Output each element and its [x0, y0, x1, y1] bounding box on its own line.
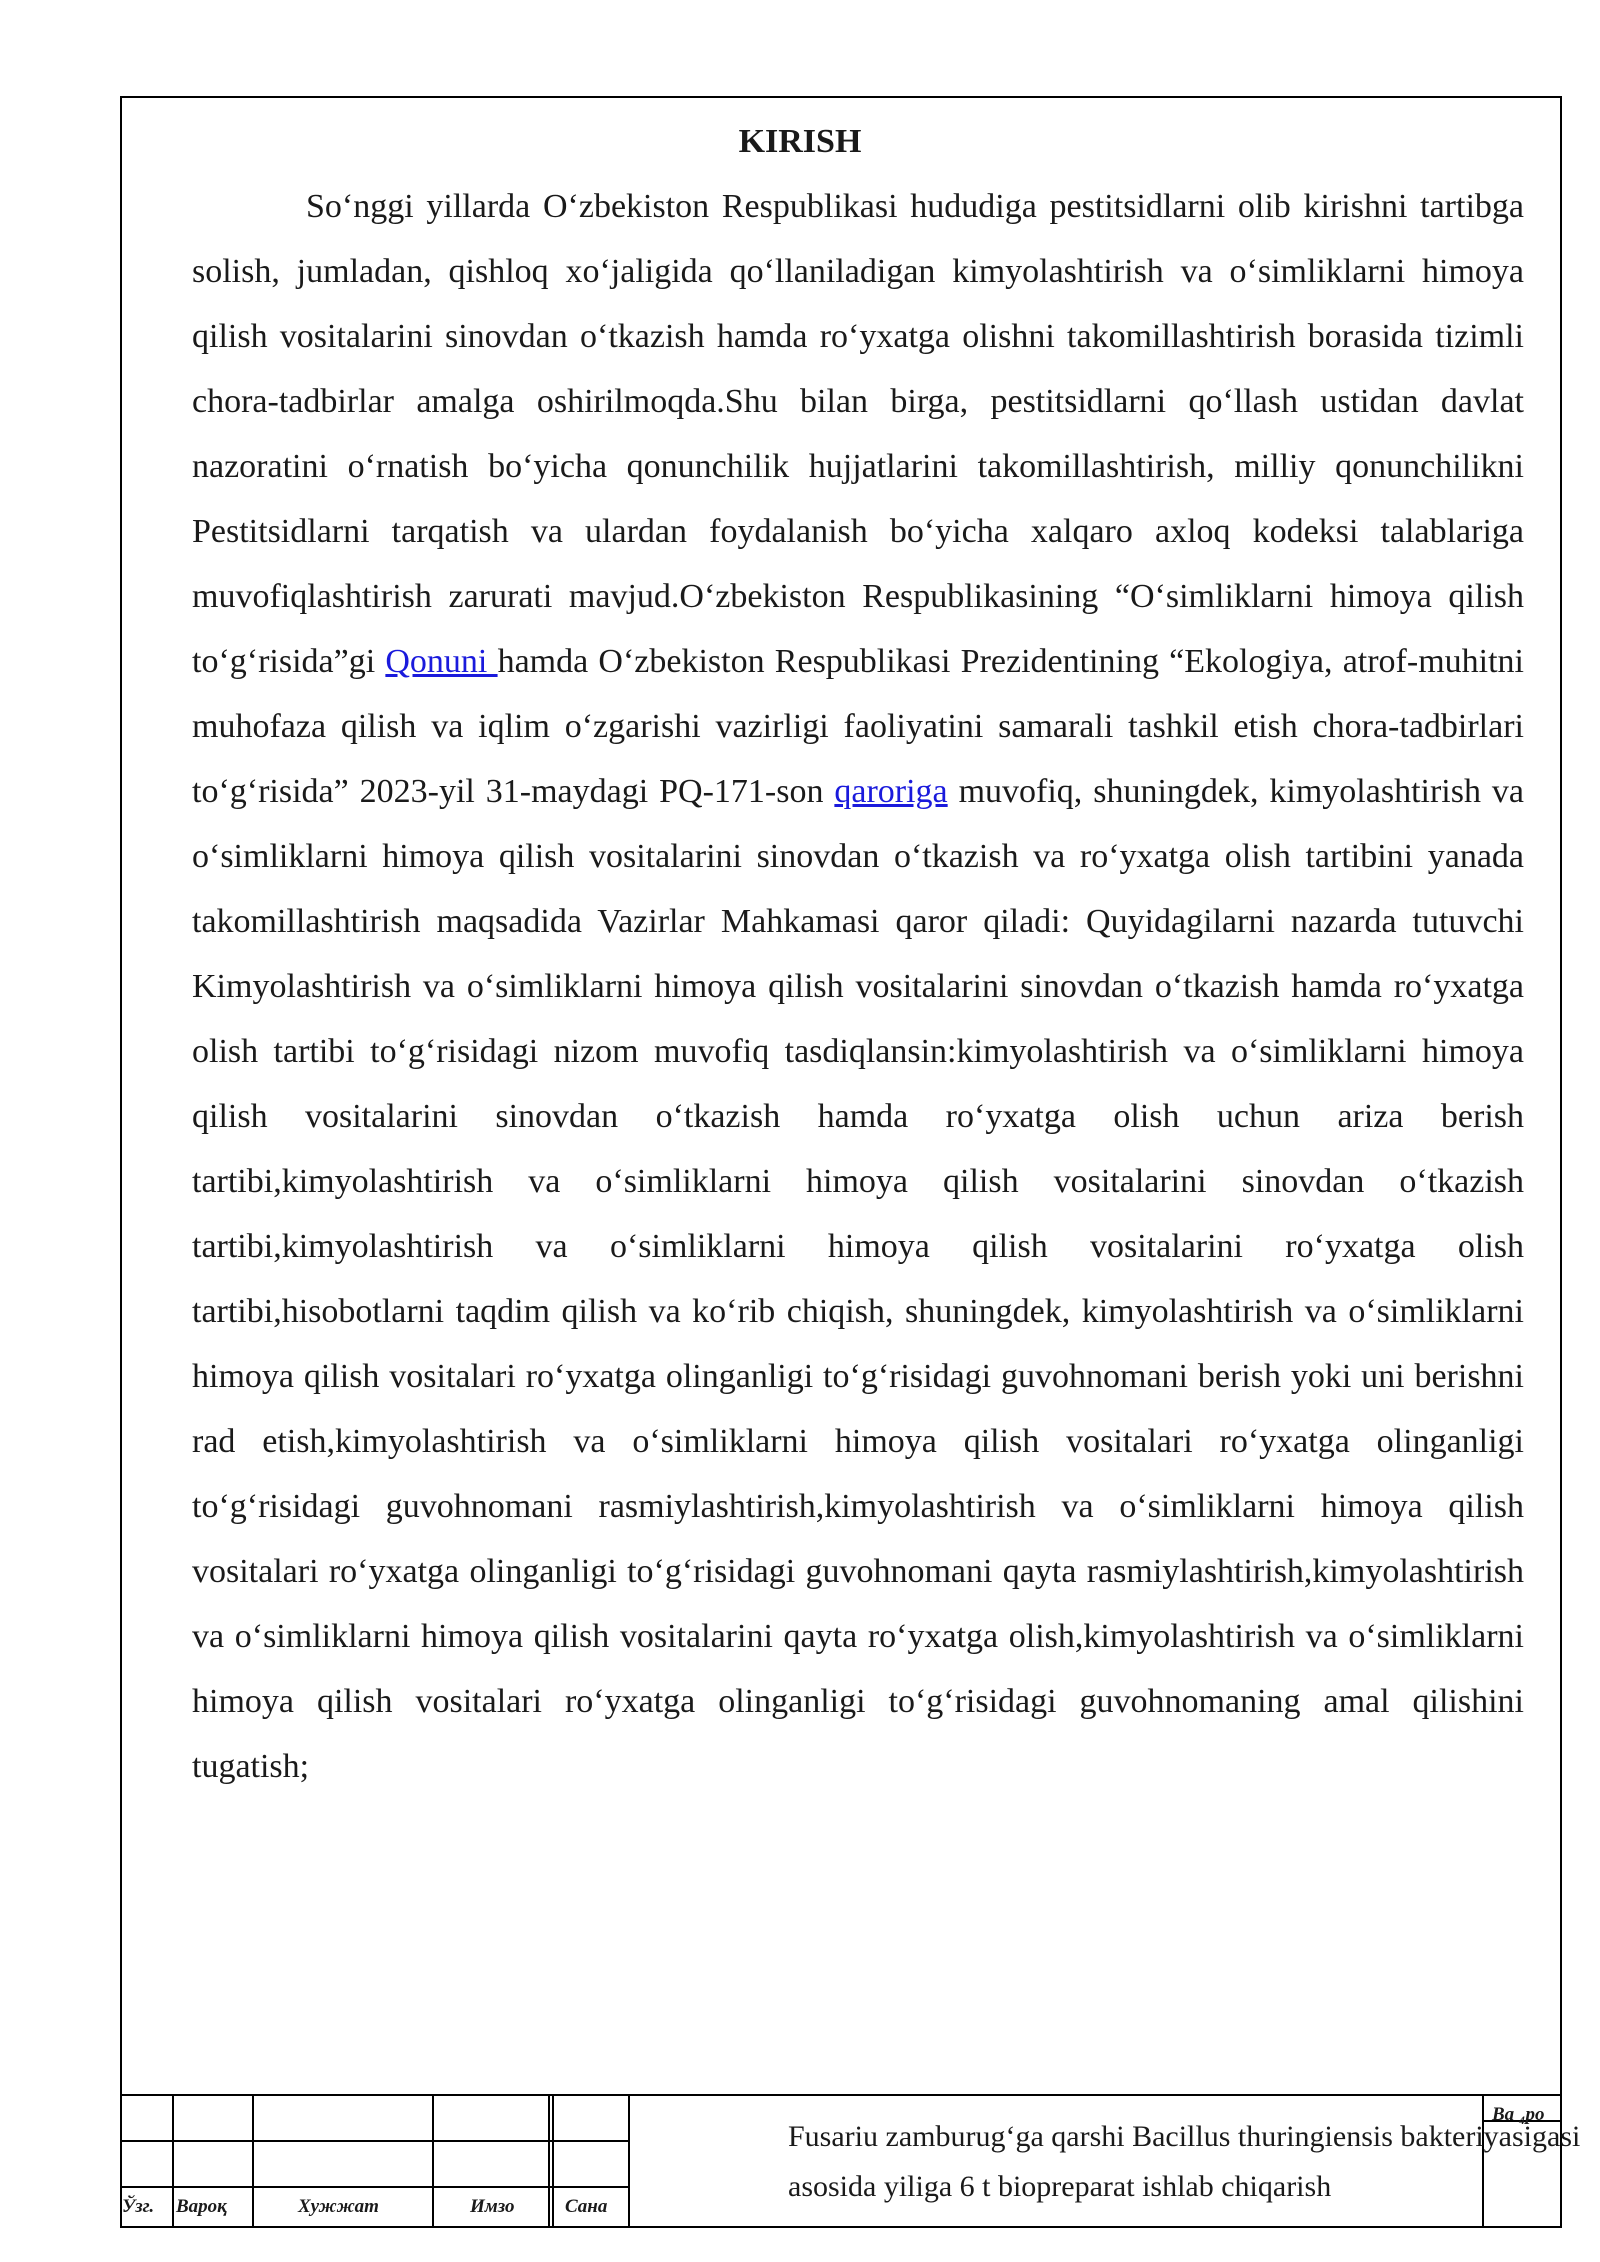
sig-grid-col-line-4 [548, 2094, 550, 2228]
document-title: Fusariu zamburug‘ga qarshi Bacillus thuringiensis bakteriyasigasi asosida yiliga 6 t biopreparat ishlab chiqarish [788, 2120, 1581, 2203]
page-heading: KIRISH [738, 123, 862, 160]
title-block-top-border [120, 2094, 1562, 2096]
sig-grid-col-line-5 [628, 2094, 630, 2228]
paragraph-text-part1: So‘nggi yillarda O‘zbekiston Respublikasi hududiga pestitsidlarni olib kirishni tartibga solish, jumladan, qishloq xo‘jaligida qo‘llaniladigan kimyolashtirish va o‘simliklarni himoya qilish vositalarini sinovdan o‘tkazish hamda ro‘yxatga olishni takomillashtirish borasida tizimli chora-tadbirlar amalga oshirilmoqda.Shu bilan birga, pestitsidlarni qo‘llash ustidan davlat nazoratini o‘rnatish bo‘yicha qonunchilik hujjatlarini takomillashtirish, milliy qonunchilikni Pestitsidlarni tarqatish va ulardan foydalanish bo‘yicha xalqaro axloq kodeksi talablariga muvofiqlashtirish zarurati mavjud.O‘zbekiston Respublikasining “O‘simliklarni himoya qilish to‘g‘risida”gi [192, 188, 1524, 680]
label-date: Сана [565, 2196, 608, 2217]
sig-grid-col-line-2 [252, 2094, 254, 2228]
body-paragraph [192, 174, 1524, 1799]
label-document: Хужжат [298, 2196, 379, 2217]
sig-grid-col-line-1 [172, 2094, 174, 2228]
label-signature: Имзо [470, 2196, 515, 2217]
paragraph-text-part3: muvofiq, shuningdek, kimyolashtirish va o‘simliklarni himoya qilish vositalarini sinovdan o‘tkazish va ro‘yxatga olish tartibini yanada takomillashtirish maqsadida Vazirlar Mahkamasi qaror qiladi: Quyidagilarni nazarda tutuvchi Kimyolashtirish va o‘simliklarni himoya qilish vositalarini sinovdan o‘tkazish hamda ro‘yxatga olish tartibi to‘g‘risidagi nizom muvofiq tasdiqlansin:kimyolashtirish va o‘simliklarni himoya qilish vositalarini sinovdan o‘tkazish hamda ro‘yxatga olish uchun ariza berish tartibi,kimyolashtirish va o‘simliklarni himoya qilish vositalarini sinovdan o‘tkazish tartibi,kimyolashtirish va o‘simliklarni himoya qilish vositalarini ro‘yxatga olish tartibi,hisobotlarni taqdim qilish va ko‘rib chiqish, shuningdek, kimyolashtirish va o‘simliklarni himoya qilish vositalari ro‘yxatga olinganligi to‘g‘risidagi guvohnomani berish yoki uni berishni rad etish,kimyolashtirish va o‘simliklarni himoya qilish vositalari ro‘yxatga olinganligi to‘g‘risidagi guvohnomani rasmiylashtirish,kimyolashtirish va o‘simliklarni himoya qilish vositalari ro‘yxatga olinganligi to‘g‘risidagi guvohnomani qayta rasmiylashtirish,kimyolashtirish va o‘simliklarni himoya qilish vositalarini qayta ro‘yxatga olish,kimyolashtirish va o‘simliklarni himoya qilish vositalari ro‘yxatga olinganligi to‘g‘risidagi guvohnomaning amal qilishini tugatish; [192, 773, 1524, 1785]
decree-link[interactable]: qaroriga [834, 773, 948, 810]
label-change: Ўзг. [122, 2196, 155, 2217]
sheet-number-label: Ва ₄ро [1492, 2104, 1545, 2125]
sig-grid-col-line-3 [432, 2094, 434, 2228]
law-link[interactable]: Qonuni [385, 643, 498, 680]
sig-grid-col-line-4b [552, 2094, 554, 2228]
title-block [120, 2094, 1581, 2228]
label-sheet: Вароқ [176, 2196, 227, 2217]
paragraph-text-part2: hamda O‘zbekiston Respublikasi Prezidentining “Ekologiya, atrof-muhitni muhofaza qilish va iqlim o‘zgarishi vazirligi faoliyatini samarali tashkil etish chora-tadbirlari to‘g‘risida” 2023-yil 31-maydagi PQ-171-son [192, 643, 1524, 810]
